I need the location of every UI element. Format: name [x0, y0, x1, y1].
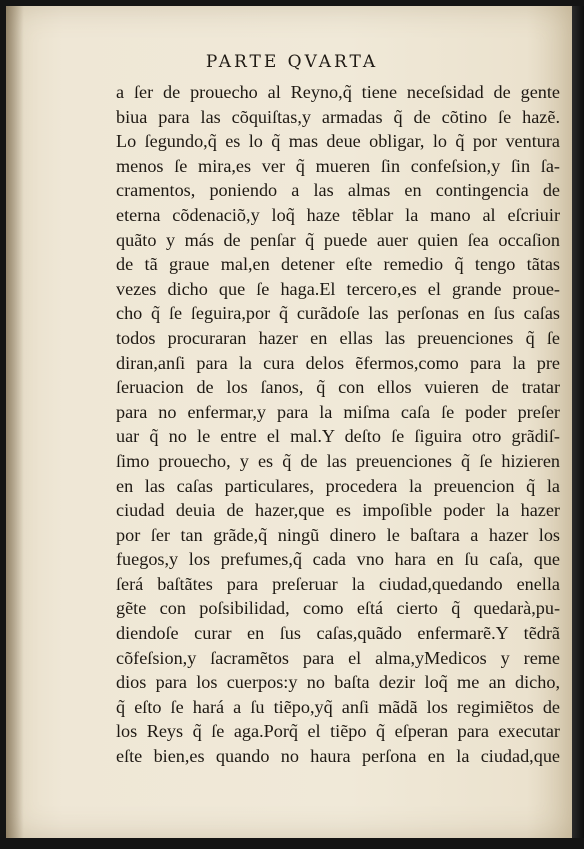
text-line: todos procuraran hazer en ellas las preuenciones q̃ ſe	[116, 327, 560, 348]
text-line: quãto y más de penſar q̃ puede auer quien ſea occaſion	[116, 229, 560, 250]
page-edge	[572, 6, 584, 838]
body-text	[116, 80, 560, 769]
text-line: biua para las cõquiſtas,y armadas q̃ de cõtino ſe hazẽ.	[116, 106, 560, 127]
text-line: ſerá baſtãtes para preſeruar la ciudad,quedando enella	[116, 573, 560, 594]
text-line: para no enfermar,y para la miſma caſa ſe poder preſer	[116, 401, 560, 422]
text-line: cramentos, poniendo a las almas en contingencia de	[116, 180, 560, 201]
text-line: uar q̃ no le entre el mal.Y deſto ſe ſiguira otro grãdiſ-	[116, 426, 560, 447]
text-line: Lo ſegundo,q̃ es lo q̃ mas deue obligar, lo q̃ por ventura	[116, 131, 560, 152]
text-line: cõfeſsion,y ſacramẽtos para el alma,yMedicos y reme	[116, 647, 560, 668]
text-line: de tã graue mal,en detener eſte remedio q̃ tengo tãtas	[116, 254, 560, 275]
text-line: eſte bien,es quando no haura perſona en la ciudad,que	[116, 746, 560, 767]
text-line: gẽte con poſsibilidad, como eſtá cierto q̃ quedarà,pu-	[116, 598, 560, 619]
text-line: menos ſe mira,es ver q̃ mueren ſin confeſsion,y ſin ſa-	[116, 155, 560, 176]
text-line: en las caſas particulares, procedera la preuencion q̃ la	[116, 475, 560, 496]
text-line: q̃ eſto ſe hará a ſu tiẽpo,yq̃ anſi mãdã los regimiẽtos de	[116, 696, 560, 717]
text-line: ſimo prouecho, y es q̃ de las preuenciones q̃ ſe hizieren	[116, 450, 560, 471]
text-line: dios para los cuerpos:y no baſta dezir loq̃ me an dicho,	[116, 672, 560, 693]
text-line: fuegos,y los prefumes,q̃ cada vno hara en ſu caſa, que	[116, 549, 560, 570]
text-line: cho q̃ ſe ſeguira,por q̃ curãdoſe las perſonas en ſus caſas	[116, 303, 560, 324]
text-line: eterna cõdenaciõ,y loq̃ haze tẽblar la mano al eſcriuir	[116, 204, 560, 225]
text-line: por ſer tan grãde,q̃ ningũ dinero le baſtara a hazer los	[116, 524, 560, 545]
text-line: a ſer de prouecho al Reyno,q̃ tiene neceſsidad de gente	[116, 82, 560, 102]
gutter-shadow	[6, 6, 24, 838]
text-line: diran,anſi para la cura delos ẽfermos,como para la pre	[116, 352, 560, 373]
running-head: PARTE QVARTA	[205, 52, 379, 72]
text-line: ciudad deuia de hazer,que es impoſible poder la hazer	[116, 500, 560, 521]
text-line: los Reys q̃ ſe aga.Porq̃ el tiẽpo q̃ eſperan para executar	[116, 721, 560, 742]
text-line: ſeruacion de los ſanos, q̃ con ellos vuieren de tratar	[116, 377, 560, 398]
text-line: vezes dicho que ſe haga.El tercero,es el grande proue-	[116, 278, 560, 299]
text-line: diendoſe curar en ſus caſas,quãdo enfermarẽ.Y tẽdrã	[116, 623, 560, 644]
